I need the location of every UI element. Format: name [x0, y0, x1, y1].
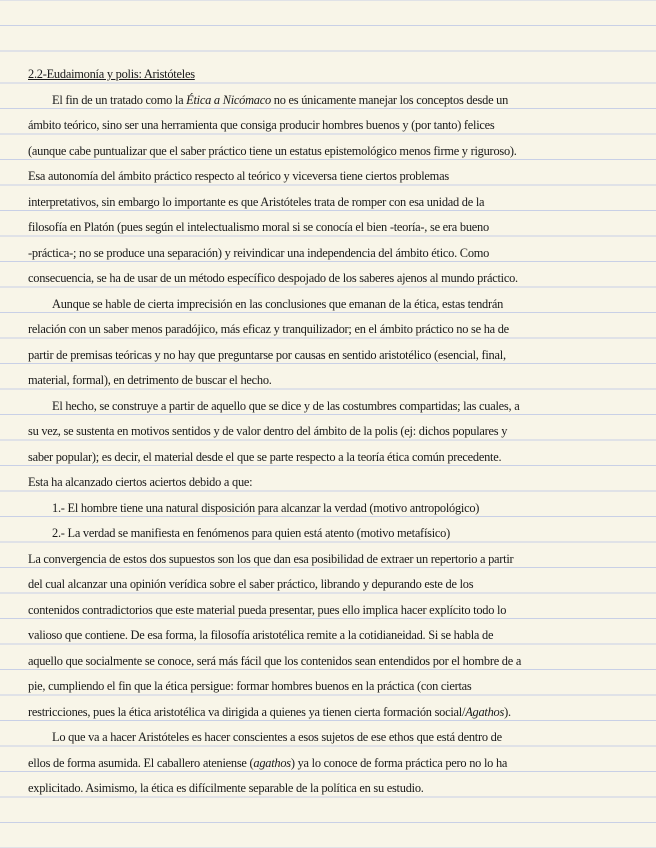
- text-run: El fin de un tratado como la: [52, 92, 187, 107]
- text-line: -práctica-; no se produce una separación) y reivindicar una independencia del ámbito ético. Como: [28, 245, 490, 260]
- text-line: material, formal), en detrimento de buscar el hecho.: [28, 373, 272, 387]
- text-line: filosofía en Platón (pues según el intelectualismo moral si se conocía el bien -teoría-, se era bueno: [28, 220, 489, 234]
- text-run: ) ya lo conoce de forma práctica pero no lo ha: [290, 755, 508, 770]
- text-run: no es únicamente manejar los conceptos desde un: [270, 92, 509, 107]
- text-line: contenidos contradictorios que este material pueda presentar, pues ello implica hacer explícito todo lo: [28, 602, 507, 617]
- text-line: Aunque se hable de cierta imprecisión en las conclusiones que emanan de la ética, estas tendrán: [52, 296, 504, 311]
- text-line: consecuencia, se ha de usar de un método específico despojado de los saberes ajenos al mundo práctico.: [28, 271, 518, 285]
- text-line: Lo que va a hacer Aristóteles es hacer conscientes a esos sujetos de ese ethos que está dentro de: [52, 730, 502, 744]
- italic-term: Agathos: [465, 704, 505, 719]
- text-run: ellos de forma asumida. El caballero ateniense (: [28, 755, 254, 770]
- text-line: del cual alcanzar una opinión verídica sobre el saber práctico, librando y depurando este de los: [28, 577, 474, 591]
- text-line: saber popular); es decir, el material desde el que se parte respecto a la teoría ética común precedente.: [28, 449, 502, 464]
- list-item: 1.- El hombre tiene una natural disposición para alcanzar la verdad (motivo antropológico): [52, 500, 480, 515]
- text-line: ámbito teórico, sino ser una herramienta que consiga producir hombres buenos y (por tanto) felices: [28, 118, 495, 132]
- text-line: partir de premisas teóricas y no hay que preguntarse por causas en sentido aristotélico (esencial, final,: [28, 347, 506, 362]
- text-line: interpretativos, sin embargo lo importante es que Aristóteles trata de romper con esa unidad de la: [28, 194, 485, 209]
- text-line: pie, cumpliendo el fin que la ética persigue: formar hombres buenos en la práctica (con ciertas: [28, 679, 472, 693]
- text-line: valioso que contiene. De esa forma, la filosofía aristotélica remite a la cotidianeidad. Si se habla de: [28, 628, 494, 642]
- text-line: Esa autonomía del ámbito práctico respecto al teórico y viceversa tiene ciertos problemas: [28, 169, 449, 183]
- document-page: [28, 62, 624, 802]
- italic-term: agathos: [253, 755, 291, 770]
- text-line: explicitado. Asimismo, la ética es difícilmente separable de la política en su estudio.: [28, 781, 424, 795]
- text-run: ).: [504, 704, 511, 719]
- list-item: 2.- La verdad se manifiesta en fenómenos para quien está atento (motivo metafísico): [52, 526, 450, 540]
- text-run: restricciones, pues la ética aristotélica va dirigida a quienes ya tienen cierta formación social/: [28, 704, 466, 719]
- text-line: aquello que socialmente se conoce, será más fácil que los contenidos sean entendidos por el hombre de a: [28, 653, 522, 668]
- section-title: 2.2-Eudaimonía y polis: Aristóteles: [28, 67, 195, 81]
- text-line: [28, 700, 624, 726]
- text-line: (aunque cabe puntualizar que el saber práctico tiene un estatus epistemológico menos firme y riguroso).: [28, 143, 517, 158]
- text-line: su vez, se sustenta en motivos sentidos y de valor dentro del ámbito de la polis (ej: dichos populares y: [28, 424, 508, 438]
- text-line: Esta ha alcanzado ciertos aciertos debido a que:: [28, 475, 253, 489]
- text-line: La convergencia de estos dos supuestos son los que dan esa posibilidad de extraer un repertorio a partir: [28, 551, 514, 566]
- italic-book-title: Ética a Nicómaco: [186, 92, 271, 107]
- text-line: relación con un saber menos paradójico, más eficaz y tranquilizador; en el ámbito práctico no se ha de: [28, 322, 509, 336]
- text-line: El hecho, se construye a partir de aquello que se dice y de las costumbres compartidas; las cuales, a: [52, 398, 520, 413]
- text-line: [28, 88, 624, 114]
- text-line: [28, 751, 624, 777]
